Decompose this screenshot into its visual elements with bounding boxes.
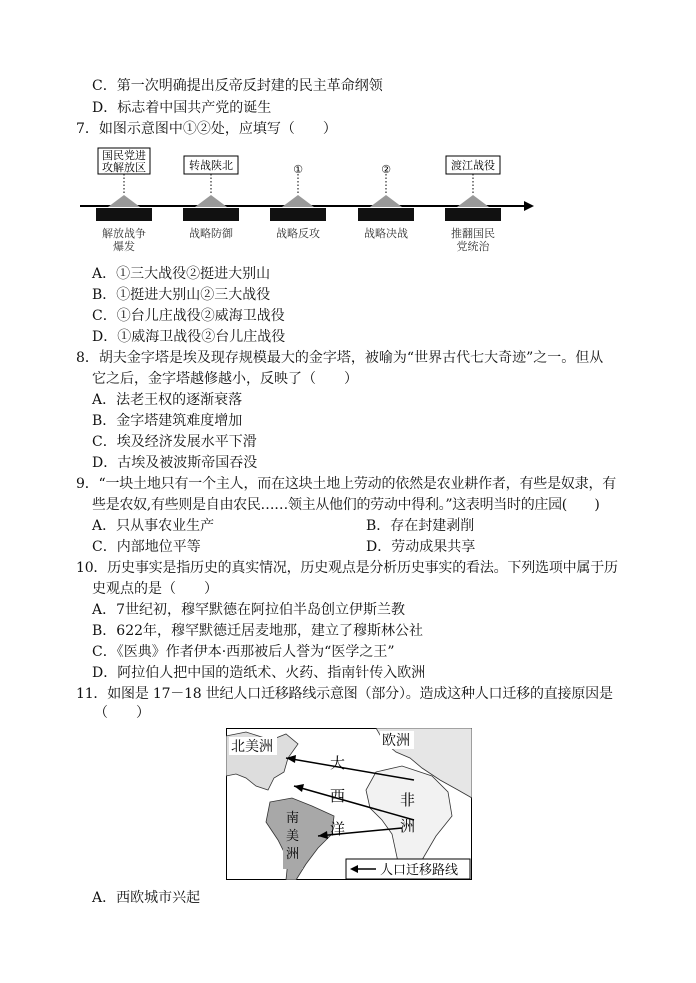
timeline-arrowhead <box>524 201 534 211</box>
q11-migration-map <box>226 728 472 880</box>
q8-option-d: D．古埃及被波斯帝国吞没 <box>92 455 258 471</box>
timeline-bottom-label-4: 战略决战 <box>364 227 408 240</box>
timeline-top-label-4: ② <box>381 163 391 176</box>
q7-option-a: A．①三大战役②挺进大别山 <box>92 266 271 282</box>
europe-label: 欧洲 <box>382 733 410 749</box>
q7-timeline-diagram <box>72 146 542 258</box>
q8-option-a: A．法老王权的逐渐衰落 <box>92 392 243 408</box>
timeline-bottom-label-2: 战略防御 <box>189 227 233 240</box>
q8-stem-line1: 8．胡夫金字塔是埃及现存规模最大的金字塔，被喻为“世界古代七大奇迹”之一。但从 <box>76 350 604 366</box>
q7-option-d: D．①威海卫战役②台儿庄战役 <box>92 329 286 345</box>
q8-option-b: B．金字塔建筑难度增加 <box>92 413 243 429</box>
north-america-label: 北美洲 <box>231 739 273 755</box>
q9-option-b: B．存在封建剥削 <box>366 518 475 534</box>
timeline-top-label-1: 国民党进攻解放区 <box>102 149 146 174</box>
q8-stem-line2: 它之后，金字塔越修越小，反映了（ ） <box>92 371 358 387</box>
timeline-marker-2 <box>195 195 227 207</box>
timeline-marker-4 <box>370 195 402 207</box>
timeline-block-3 <box>270 208 326 221</box>
atlantic-label-2: 西 <box>330 787 346 805</box>
south-america-label-1: 南 <box>286 811 300 826</box>
q7-option-b: B．①挺进大别山②三大战役 <box>92 287 271 303</box>
timeline-block-1 <box>96 208 152 221</box>
q10-stem-line1: 10．历史事实是指历史的真实情况，历史观点是分析历史事实的看法。下列选项中属于历 <box>76 560 618 576</box>
q9-option-c: C．内部地位平等 <box>92 539 201 555</box>
q10-option-b: B．622年，穆罕默德迁居麦地那，建立了穆斯林公社 <box>92 623 424 639</box>
q10-option-a: A．7世纪初，穆罕默德在阿拉伯半岛创立伊斯兰教 <box>92 602 406 618</box>
timeline-bottom-label-3: 战略反攻 <box>276 227 320 240</box>
q11-stem-line2: （ ） <box>94 705 150 721</box>
timeline-marker-1 <box>108 195 140 207</box>
q7-option-c: C．①台儿庄战役②威海卫战役 <box>92 308 285 324</box>
atlantic-label-1: 大 <box>330 754 346 772</box>
timeline-top-label-3: ① <box>293 163 303 176</box>
timeline-block-4 <box>358 208 414 221</box>
q6-option-d: D．标志着中国共产党的诞生 <box>92 100 272 116</box>
q11-stem-line1: 11．如图是 17－18 世纪人口迁移路线示意图（部分）。造成这种人口迁移的直接原因是 <box>76 686 613 702</box>
q11-option-a: A．西欧城市兴起 <box>92 890 201 906</box>
south-america-label-3: 洲 <box>286 847 300 862</box>
south-america-label-2: 美 <box>286 829 300 844</box>
q10-stem-line2: 史观点的是（ ） <box>92 581 218 597</box>
timeline-block-5 <box>445 208 501 221</box>
timeline-bottom-label-5: 推翻国民党统治 <box>451 227 495 253</box>
q9-option-d: D．劳动成果共享 <box>366 539 476 555</box>
q7-stem: 7．如图示意图中①②处，应填写（ ） <box>76 121 337 137</box>
q9-stem-line1: 9．“一块土地只有一个主人，而在这块土地上劳动的依然是农业耕作者，有些是奴隶，有 <box>76 476 617 492</box>
q9-option-a: A．只从事农业生产 <box>92 518 215 534</box>
timeline-marker-3 <box>282 195 314 207</box>
africa-label-2: 洲 <box>400 817 416 835</box>
q9-stem-line2: 些是农奴,有些则是自由农民……领主从他们的劳动中得利。”这表明当时的庄园( ) <box>92 497 600 513</box>
timeline-marker-5 <box>457 195 489 207</box>
atlantic-label-3: 洋 <box>330 820 346 838</box>
q10-option-c: C．《医典》作者伊本·西那被后人誉为“医学之王” <box>92 644 395 660</box>
q6-option-c: C．第一次明确提出反帝反封建的民主革命纲领 <box>92 78 383 94</box>
timeline-bottom-label-1: 解放战争爆发 <box>102 227 146 253</box>
timeline-top-label-2: 转战陕北 <box>189 159 233 172</box>
q8-option-c: C．埃及经济发展水平下滑 <box>92 434 257 450</box>
q10-option-d: D．阿拉伯人把中国的造纸术、火药、指南针传入欧洲 <box>92 665 426 681</box>
timeline-block-2 <box>183 208 239 221</box>
map-legend-label: 人口迁移路线 <box>380 863 459 878</box>
timeline-top-label-5: 渡江战役 <box>451 159 495 172</box>
africa-label-1: 非 <box>400 791 416 809</box>
